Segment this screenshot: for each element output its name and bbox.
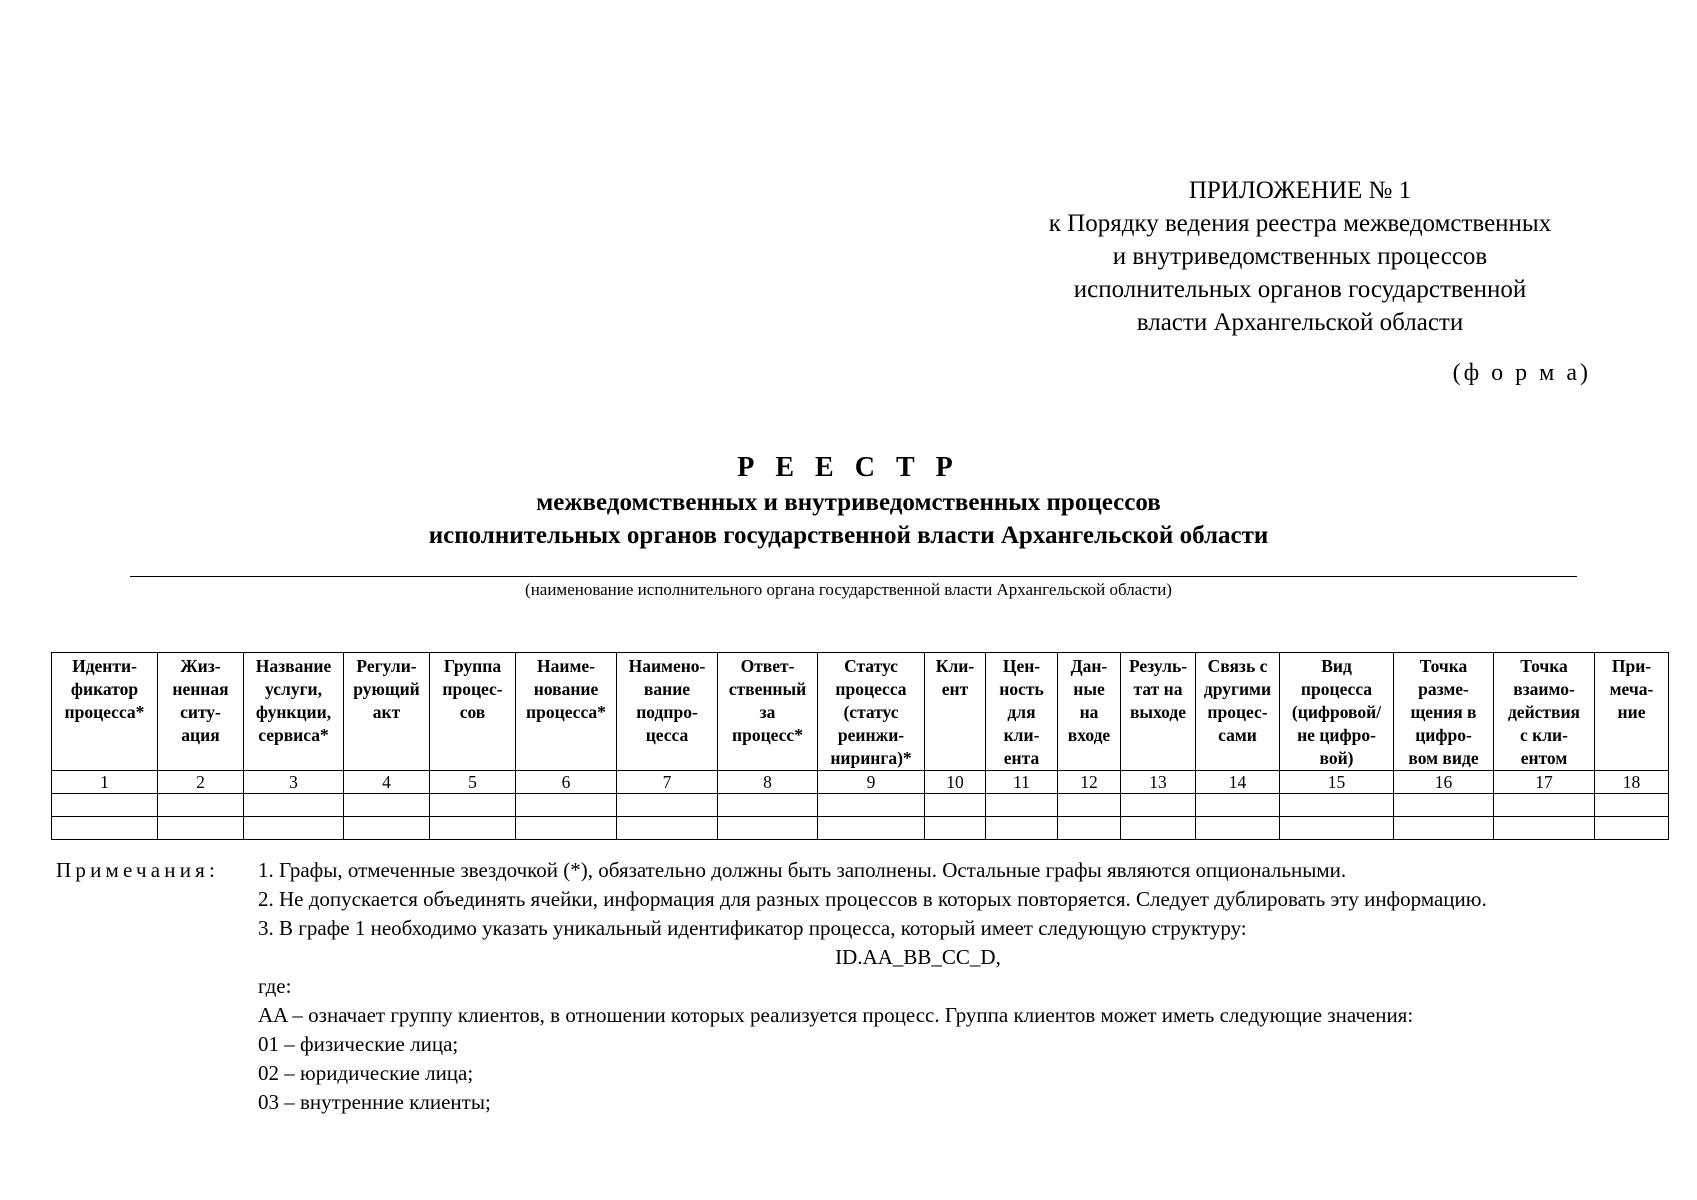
table-cell[interactable] [818,794,925,817]
title-line: исполнительных органов государственной власти Архангельской области [428,522,1269,549]
table-cell[interactable] [1280,794,1394,817]
table-cell[interactable] [430,817,516,840]
column-header-line: ниринга)* [830,748,912,768]
column-header-line: При- [1611,656,1652,676]
notes-body [258,856,1678,1117]
column-header-line: ация [181,725,220,745]
column-header-line: реинжи- [837,725,905,745]
column-header-line: процесса [1300,679,1373,699]
table-cell[interactable] [1394,817,1494,840]
column-header-line: ные [1073,679,1105,699]
column-header-line: действия [1507,702,1581,722]
table-cell[interactable] [1196,794,1280,817]
note-item: 1. Графы, отмеченные звездочкой (*), обязательно должны быть заполнены. Остальные графы являются опциональными. [258,858,1347,882]
table-row [52,794,1669,817]
column-header-line: для [1007,702,1036,722]
column-header-line: цесса [645,725,689,745]
column-header-line: другими [1203,679,1272,699]
note-text: AA – означает группу клиентов, в отношении которых реализуется процесс. Группа клиентов может иметь следующие значения: [258,1003,1414,1027]
table-cell[interactable] [986,794,1058,817]
appendix-line: власти Архангельской области [1136,309,1464,336]
column-header-line: процес- [1207,702,1268,722]
column-header [1595,653,1669,771]
column-header [1494,653,1595,771]
table-cell[interactable] [244,794,344,817]
title-line: межведомственных и внутриведомственных процессов [536,489,1161,516]
title-main: Р Е Е С Т Р [737,452,960,483]
table-cell[interactable] [718,794,818,817]
table-cell[interactable] [52,794,158,817]
table-cell[interactable] [344,794,430,817]
column-header [516,653,617,771]
table-cell[interactable] [1394,794,1494,817]
column-header-line: меча- [1609,679,1654,699]
column-number-cell: 10 [925,771,986,794]
table-cell[interactable] [344,817,430,840]
column-header-line: сервиса* [258,725,329,745]
column-header-line: функции, [255,702,332,722]
table-cell[interactable] [1121,817,1196,840]
column-header-line: взаимо- [1513,679,1575,699]
column-number-cell: 1 [52,771,158,794]
column-header-line: ситу- [180,702,221,722]
column-number-cell: 14 [1196,771,1280,794]
table-cell[interactable] [1280,817,1394,840]
column-header-line: Дан- [1070,656,1108,676]
column-header-line: фикатор [70,679,139,699]
column-header-line: Кли- [935,656,975,676]
table-cell[interactable] [818,817,925,840]
column-header-line: ственный [728,679,807,699]
column-number-cell: 9 [818,771,925,794]
column-header-line: процес- [442,679,503,699]
column-header-line: Цен- [1002,656,1041,676]
table-cell[interactable] [925,794,986,817]
column-header-line: цифро- [1415,725,1472,745]
note-text: где: [258,974,292,998]
column-header-line: Ответ- [740,656,795,676]
column-header [344,653,430,771]
column-header-line: (статус [843,702,899,722]
org-name-caption: (наименование исполнительного органа государственной власти Архангельской области) [525,580,1172,599]
table-cell[interactable] [1595,817,1669,840]
column-header-line: услуги, [265,679,322,699]
document-title [0,450,1697,552]
table-cell[interactable] [1058,794,1121,817]
column-header-line: процесса* [64,702,145,722]
column-number-cell: 6 [516,771,617,794]
column-header-line: Точка [1419,656,1468,676]
column-number-cell: 11 [986,771,1058,794]
appendix-line: и внутриведомственных процессов [1112,243,1488,270]
column-header [430,653,516,771]
column-header-line: ненная [172,679,229,699]
column-header-line: процесса* [526,702,606,722]
column-number-cell: 5 [430,771,516,794]
column-header-line: (цифровой/ [1291,702,1382,722]
table-cell[interactable] [516,817,617,840]
column-header-line: за [759,702,776,722]
column-header-line: кли- [1003,725,1040,745]
registry-table [51,652,1669,840]
column-header-line: Жиз- [180,656,221,676]
column-header-line: Группа [443,656,502,676]
table-cell[interactable] [158,794,244,817]
column-header-line: вой) [1319,748,1354,768]
column-number-cell: 16 [1394,771,1494,794]
column-header-line: тат на [1133,679,1183,699]
column-header-line: Вид [1321,656,1352,676]
table-cell[interactable] [516,794,617,817]
column-number-cell: 3 [244,771,344,794]
column-header-line: выходе [1129,702,1187,722]
column-header-line: вание [643,679,691,699]
column-header-line: сами [1218,725,1257,745]
table-cell[interactable] [52,817,158,840]
column-number-cell: 7 [617,771,718,794]
appendix-line: ПРИЛОЖЕНИЕ № 1 [1188,177,1412,204]
column-header-line: нование [533,679,599,699]
column-header-line: Точка [1520,656,1568,676]
column-number-cell: 17 [1494,771,1595,794]
column-header-line: Связь с [1207,656,1268,676]
note-item: 2. Не допускается объединять ячейки, информация для разных процессов в которых повторяется. Следует дублировать эту информацию. [258,887,1487,911]
column-number-cell: 15 [1280,771,1394,794]
column-header-line: на [1079,702,1099,722]
column-header [244,653,344,771]
column-header-line: процесс* [732,725,803,745]
column-header [1121,653,1196,771]
note-text: 03 – внутренние клиенты; [258,1090,491,1114]
column-header-line: сов [459,702,486,722]
column-number-row [52,771,1669,794]
column-number-cell: 13 [1121,771,1196,794]
column-header-line: Название [255,656,332,676]
id-formula: ID.AA_BB_CC_D, [835,945,1001,969]
table-cell[interactable] [617,817,718,840]
table-cell[interactable] [1494,817,1595,840]
column-header-line: не цифро- [1297,725,1376,745]
appendix-heading [1010,174,1590,339]
table-cell[interactable] [617,794,718,817]
column-number-cell: 12 [1058,771,1121,794]
table-cell[interactable] [158,817,244,840]
column-header-line: Статус [844,656,898,676]
column-header-line: Регули- [356,656,417,676]
column-header [1280,653,1394,771]
column-header [1058,653,1121,771]
table-cell[interactable] [430,794,516,817]
column-header-line: Наиме- [537,656,595,676]
column-header-line: разме- [1418,679,1469,699]
note-text: 01 – физические лица; [258,1032,459,1056]
notes-label: Примечания: [56,858,220,882]
column-header-line: ента [1003,748,1040,768]
column-header-line: ние [1617,702,1646,722]
column-header [1394,653,1494,771]
column-number-cell: 4 [344,771,430,794]
column-header [1196,653,1280,771]
column-header-line: ность [999,679,1044,699]
table-cell[interactable] [718,817,818,840]
table-body [52,771,1669,840]
column-header [718,653,818,771]
column-header-line: с кли- [1520,725,1568,745]
table-cell[interactable] [925,817,986,840]
table-cell[interactable] [1595,794,1669,817]
column-header-line: подпро- [636,702,698,722]
column-header-line: рующий [353,679,420,699]
column-header-line: ентом [1520,748,1568,768]
table-cell[interactable] [1058,817,1121,840]
column-header [158,653,244,771]
table-row [52,817,1669,840]
column-header [986,653,1058,771]
column-header-line: Иденти- [72,656,137,676]
column-header [818,653,925,771]
column-header-line: щения в [1410,702,1477,722]
column-header [52,653,158,771]
table-cell[interactable] [1494,794,1595,817]
column-header-line: входе [1067,725,1111,745]
table-cell[interactable] [1196,817,1280,840]
column-number-cell: 2 [158,771,244,794]
column-header-line: вом виде [1408,748,1479,768]
appendix-line: к Порядку ведения реестра межведомственных [1048,210,1552,237]
table-header-row [52,653,1669,771]
table-cell[interactable] [244,817,344,840]
table-cell[interactable] [986,817,1058,840]
column-header [617,653,718,771]
form-label: (ф о р м а) [1452,360,1591,386]
note-item: 3. В графе 1 необходимо указать уникальный идентификатор процесса, который имеет следующую структуру: [258,916,1247,940]
column-header-line: ент [941,679,969,699]
column-header-line: процесса [835,679,907,699]
note-text: 02 – юридические лица; [258,1061,474,1085]
org-name-underline [130,576,1577,577]
table-cell[interactable] [1121,794,1196,817]
column-header-line: Наимено- [628,656,706,676]
column-header-line: Резуль- [1128,656,1188,676]
appendix-line: исполнительных органов государственной [1073,276,1527,303]
column-number-cell: 8 [718,771,818,794]
column-header [925,653,986,771]
column-number-cell: 18 [1595,771,1669,794]
column-header-line: акт [372,702,401,722]
